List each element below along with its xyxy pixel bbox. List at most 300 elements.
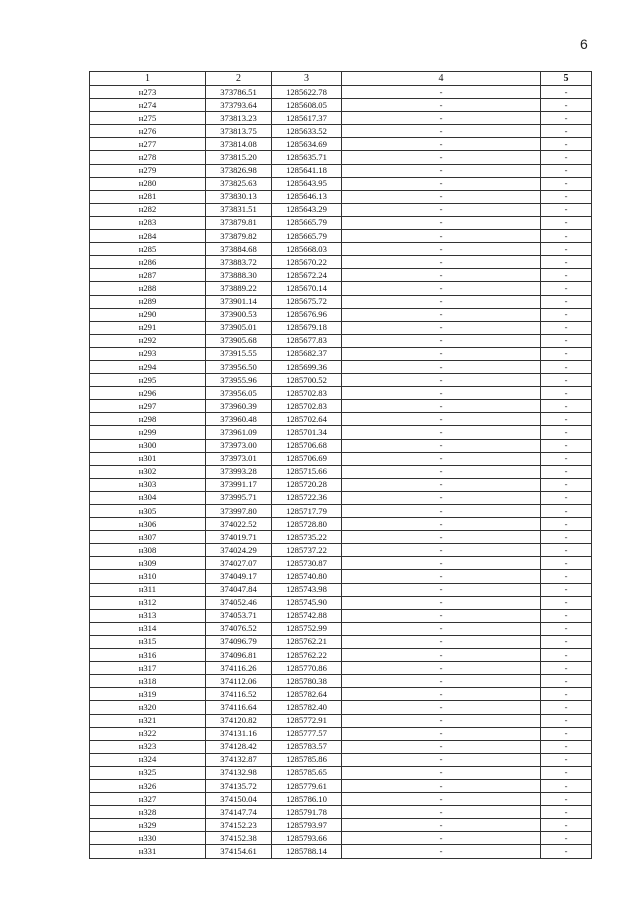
column-4-cell: - [342, 439, 541, 452]
y-coordinate-cell: 1285634.69 [272, 138, 342, 151]
point-id-cell: н312 [90, 596, 206, 609]
table-row [90, 138, 592, 151]
table-row [90, 688, 592, 701]
x-coordinate-cell: 373993.28 [206, 465, 272, 478]
point-id-cell: н295 [90, 374, 206, 387]
header-row [90, 72, 592, 86]
column-5-cell: - [541, 570, 592, 583]
y-coordinate-cell: 1285782.64 [272, 688, 342, 701]
x-coordinate-cell: 373814.08 [206, 138, 272, 151]
table-row [90, 177, 592, 190]
column-4-cell: - [342, 819, 541, 832]
table-row [90, 439, 592, 452]
x-coordinate-cell: 374152.23 [206, 819, 272, 832]
column-5-cell: - [541, 164, 592, 177]
column-4-cell: - [342, 688, 541, 701]
point-id-cell: н314 [90, 622, 206, 635]
y-coordinate-cell: 1285700.52 [272, 374, 342, 387]
y-coordinate-cell: 1285770.86 [272, 662, 342, 675]
column-5-cell: - [541, 518, 592, 531]
x-coordinate-cell: 374150.04 [206, 793, 272, 806]
column-5-cell: - [541, 779, 592, 792]
y-coordinate-cell: 1285702.64 [272, 413, 342, 426]
x-coordinate-cell: 374076.52 [206, 622, 272, 635]
column-4-cell: - [342, 570, 541, 583]
point-id-cell: н301 [90, 452, 206, 465]
page-number: 6 [580, 36, 588, 52]
point-id-cell: н286 [90, 256, 206, 269]
column-5-cell: - [541, 112, 592, 125]
table-row [90, 112, 592, 125]
point-id-cell: н297 [90, 400, 206, 413]
column-4-cell: - [342, 138, 541, 151]
x-coordinate-cell: 374135.72 [206, 779, 272, 792]
y-coordinate-cell: 1285675.72 [272, 295, 342, 308]
column-5-cell: - [541, 413, 592, 426]
column-5-cell: - [541, 282, 592, 295]
table-row [90, 347, 592, 360]
column-5-cell: - [541, 609, 592, 622]
point-id-cell: н330 [90, 832, 206, 845]
column-header-1: 1 [90, 72, 206, 86]
x-coordinate-cell: 373961.09 [206, 426, 272, 439]
x-coordinate-cell: 374049.17 [206, 570, 272, 583]
column-5-cell: - [541, 714, 592, 727]
table-row [90, 505, 592, 518]
point-id-cell: н287 [90, 269, 206, 282]
table-row [90, 256, 592, 269]
y-coordinate-cell: 1285668.03 [272, 243, 342, 256]
point-id-cell: н283 [90, 216, 206, 229]
column-4-cell: - [342, 583, 541, 596]
column-header-2: 2 [206, 72, 272, 86]
point-id-cell: н313 [90, 609, 206, 622]
x-coordinate-cell: 373905.68 [206, 334, 272, 347]
column-5-cell: - [541, 99, 592, 112]
point-id-cell: н317 [90, 662, 206, 675]
x-coordinate-cell: 374147.74 [206, 806, 272, 819]
column-5-cell: - [541, 635, 592, 648]
column-header-5: 5 [541, 72, 592, 86]
table-row [90, 465, 592, 478]
column-4-cell: - [342, 793, 541, 806]
column-5-cell: - [541, 387, 592, 400]
table-row [90, 557, 592, 570]
column-4-cell: - [342, 190, 541, 203]
point-id-cell: н299 [90, 426, 206, 439]
column-5-cell: - [541, 203, 592, 216]
table-row [90, 125, 592, 138]
column-5-cell: - [541, 662, 592, 675]
table-row [90, 190, 592, 203]
table-row [90, 675, 592, 688]
column-4-cell: - [342, 714, 541, 727]
column-4-cell: - [342, 426, 541, 439]
y-coordinate-cell: 1285702.83 [272, 400, 342, 413]
x-coordinate-cell: 373879.82 [206, 230, 272, 243]
point-id-cell: н315 [90, 635, 206, 648]
table-row [90, 321, 592, 334]
table-row [90, 99, 592, 112]
y-coordinate-cell: 1285788.14 [272, 845, 342, 858]
x-coordinate-cell: 373815.20 [206, 151, 272, 164]
y-coordinate-cell: 1285762.22 [272, 649, 342, 662]
column-4-cell: - [342, 465, 541, 478]
column-4-cell: - [342, 609, 541, 622]
point-id-cell: н296 [90, 387, 206, 400]
column-4-cell: - [342, 478, 541, 491]
y-coordinate-cell: 1285783.57 [272, 740, 342, 753]
table-row [90, 164, 592, 177]
column-5-cell: - [541, 86, 592, 99]
point-id-cell: н319 [90, 688, 206, 701]
y-coordinate-cell: 1285793.97 [272, 819, 342, 832]
y-coordinate-cell: 1285617.37 [272, 112, 342, 125]
table-row [90, 216, 592, 229]
column-4-cell: - [342, 374, 541, 387]
y-coordinate-cell: 1285720.28 [272, 478, 342, 491]
y-coordinate-cell: 1285646.13 [272, 190, 342, 203]
column-4-cell: - [342, 308, 541, 321]
column-5-cell: - [541, 347, 592, 360]
y-coordinate-cell: 1285706.68 [272, 439, 342, 452]
x-coordinate-cell: 373793.64 [206, 99, 272, 112]
x-coordinate-cell: 373955.96 [206, 374, 272, 387]
coordinates-table [89, 71, 592, 859]
column-4-cell: - [342, 151, 541, 164]
y-coordinate-cell: 1285779.61 [272, 779, 342, 792]
column-5-cell: - [541, 334, 592, 347]
point-id-cell: н331 [90, 845, 206, 858]
x-coordinate-cell: 374154.61 [206, 845, 272, 858]
table-row [90, 426, 592, 439]
y-coordinate-cell: 1285672.24 [272, 269, 342, 282]
column-5-cell: - [541, 753, 592, 766]
point-id-cell: н320 [90, 701, 206, 714]
column-4-cell: - [342, 360, 541, 373]
point-id-cell: н291 [90, 321, 206, 334]
table-row [90, 413, 592, 426]
column-4-cell: - [342, 400, 541, 413]
column-4-cell: - [342, 596, 541, 609]
x-coordinate-cell: 373830.13 [206, 190, 272, 203]
y-coordinate-cell: 1285717.79 [272, 505, 342, 518]
column-4-cell: - [342, 779, 541, 792]
column-5-cell: - [541, 138, 592, 151]
point-id-cell: н281 [90, 190, 206, 203]
column-5-cell: - [541, 649, 592, 662]
point-id-cell: н325 [90, 766, 206, 779]
x-coordinate-cell: 374116.52 [206, 688, 272, 701]
x-coordinate-cell: 373915.55 [206, 347, 272, 360]
column-4-cell: - [342, 845, 541, 858]
column-5-cell: - [541, 308, 592, 321]
x-coordinate-cell: 374152.38 [206, 832, 272, 845]
column-5-cell: - [541, 230, 592, 243]
table-row [90, 374, 592, 387]
column-5-cell: - [541, 832, 592, 845]
column-4-cell: - [342, 99, 541, 112]
point-id-cell: н300 [90, 439, 206, 452]
x-coordinate-cell: 374053.71 [206, 609, 272, 622]
table-row [90, 334, 592, 347]
y-coordinate-cell: 1285641.18 [272, 164, 342, 177]
y-coordinate-cell: 1285777.57 [272, 727, 342, 740]
column-5-cell: - [541, 465, 592, 478]
x-coordinate-cell: 373905.01 [206, 321, 272, 334]
table-row [90, 478, 592, 491]
table-row [90, 531, 592, 544]
column-4-cell: - [342, 164, 541, 177]
column-4-cell: - [342, 701, 541, 714]
column-5-cell: - [541, 177, 592, 190]
table-row [90, 570, 592, 583]
x-coordinate-cell: 373956.50 [206, 360, 272, 373]
column-5-cell: - [541, 190, 592, 203]
column-5-cell: - [541, 426, 592, 439]
column-4-cell: - [342, 753, 541, 766]
point-id-cell: н324 [90, 753, 206, 766]
y-coordinate-cell: 1285706.69 [272, 452, 342, 465]
table-row [90, 819, 592, 832]
table-row [90, 491, 592, 504]
column-5-cell: - [541, 793, 592, 806]
column-4-cell: - [342, 334, 541, 347]
point-id-cell: н309 [90, 557, 206, 570]
point-id-cell: н305 [90, 505, 206, 518]
x-coordinate-cell: 373960.39 [206, 400, 272, 413]
table-row [90, 360, 592, 373]
table-row [90, 596, 592, 609]
y-coordinate-cell: 1285633.52 [272, 125, 342, 138]
column-4-cell: - [342, 321, 541, 334]
y-coordinate-cell: 1285682.37 [272, 347, 342, 360]
y-coordinate-cell: 1285608.05 [272, 99, 342, 112]
column-4-cell: - [342, 269, 541, 282]
x-coordinate-cell: 374112.06 [206, 675, 272, 688]
table-row [90, 243, 592, 256]
table-row [90, 295, 592, 308]
column-4-cell: - [342, 86, 541, 99]
table-header [90, 72, 592, 86]
y-coordinate-cell: 1285702.83 [272, 387, 342, 400]
column-4-cell: - [342, 125, 541, 138]
column-4-cell: - [342, 832, 541, 845]
table-row [90, 727, 592, 740]
column-5-cell: - [541, 491, 592, 504]
y-coordinate-cell: 1285785.65 [272, 766, 342, 779]
y-coordinate-cell: 1285740.80 [272, 570, 342, 583]
column-4-cell: - [342, 112, 541, 125]
column-4-cell: - [342, 452, 541, 465]
point-id-cell: н293 [90, 347, 206, 360]
column-4-cell: - [342, 635, 541, 648]
table-row [90, 544, 592, 557]
point-id-cell: н316 [90, 649, 206, 662]
column-5-cell: - [541, 439, 592, 452]
point-id-cell: н318 [90, 675, 206, 688]
y-coordinate-cell: 1285786.10 [272, 793, 342, 806]
table-row [90, 387, 592, 400]
x-coordinate-cell: 373995.71 [206, 491, 272, 504]
point-id-cell: н323 [90, 740, 206, 753]
y-coordinate-cell: 1285699.36 [272, 360, 342, 373]
y-coordinate-cell: 1285782.40 [272, 701, 342, 714]
column-5-cell: - [541, 819, 592, 832]
column-4-cell: - [342, 203, 541, 216]
x-coordinate-cell: 374022.52 [206, 518, 272, 531]
column-5-cell: - [541, 452, 592, 465]
column-4-cell: - [342, 491, 541, 504]
point-id-cell: н329 [90, 819, 206, 832]
column-4-cell: - [342, 649, 541, 662]
column-5-cell: - [541, 400, 592, 413]
x-coordinate-cell: 373997.80 [206, 505, 272, 518]
column-4-cell: - [342, 675, 541, 688]
table-row [90, 635, 592, 648]
column-5-cell: - [541, 151, 592, 164]
point-id-cell: н288 [90, 282, 206, 295]
column-4-cell: - [342, 230, 541, 243]
point-id-cell: н276 [90, 125, 206, 138]
point-id-cell: н292 [90, 334, 206, 347]
y-coordinate-cell: 1285677.83 [272, 334, 342, 347]
x-coordinate-cell: 374096.79 [206, 635, 272, 648]
column-4-cell: - [342, 544, 541, 557]
x-coordinate-cell: 373786.51 [206, 86, 272, 99]
column-4-cell: - [342, 557, 541, 570]
point-id-cell: н273 [90, 86, 206, 99]
column-5-cell: - [541, 544, 592, 557]
y-coordinate-cell: 1285735.22 [272, 531, 342, 544]
x-coordinate-cell: 374096.81 [206, 649, 272, 662]
x-coordinate-cell: 373960.48 [206, 413, 272, 426]
table-row [90, 203, 592, 216]
y-coordinate-cell: 1285665.79 [272, 216, 342, 229]
point-id-cell: н321 [90, 714, 206, 727]
x-coordinate-cell: 374132.98 [206, 766, 272, 779]
column-5-cell: - [541, 216, 592, 229]
x-coordinate-cell: 373900.53 [206, 308, 272, 321]
table-row [90, 753, 592, 766]
column-5-cell: - [541, 740, 592, 753]
column-4-cell: - [342, 727, 541, 740]
table-row [90, 649, 592, 662]
x-coordinate-cell: 373888.30 [206, 269, 272, 282]
y-coordinate-cell: 1285715.66 [272, 465, 342, 478]
y-coordinate-cell: 1285730.87 [272, 557, 342, 570]
point-id-cell: н280 [90, 177, 206, 190]
y-coordinate-cell: 1285745.90 [272, 596, 342, 609]
y-coordinate-cell: 1285752.99 [272, 622, 342, 635]
y-coordinate-cell: 1285772.91 [272, 714, 342, 727]
column-5-cell: - [541, 374, 592, 387]
y-coordinate-cell: 1285622.78 [272, 86, 342, 99]
y-coordinate-cell: 1285785.86 [272, 753, 342, 766]
point-id-cell: н327 [90, 793, 206, 806]
table-row [90, 518, 592, 531]
point-id-cell: н285 [90, 243, 206, 256]
table-row [90, 230, 592, 243]
table-row [90, 269, 592, 282]
x-coordinate-cell: 374128.42 [206, 740, 272, 753]
table-row [90, 151, 592, 164]
point-id-cell: н278 [90, 151, 206, 164]
point-id-cell: н277 [90, 138, 206, 151]
x-coordinate-cell: 374120.82 [206, 714, 272, 727]
y-coordinate-cell: 1285635.71 [272, 151, 342, 164]
table-row [90, 701, 592, 714]
y-coordinate-cell: 1285701.34 [272, 426, 342, 439]
y-coordinate-cell: 1285743.98 [272, 583, 342, 596]
column-5-cell: - [541, 701, 592, 714]
column-4-cell: - [342, 505, 541, 518]
point-id-cell: н306 [90, 518, 206, 531]
x-coordinate-cell: 374024.29 [206, 544, 272, 557]
point-id-cell: н326 [90, 779, 206, 792]
table-row [90, 740, 592, 753]
x-coordinate-cell: 373991.17 [206, 478, 272, 491]
column-4-cell: - [342, 216, 541, 229]
column-5-cell: - [541, 727, 592, 740]
column-5-cell: - [541, 806, 592, 819]
column-5-cell: - [541, 531, 592, 544]
column-5-cell: - [541, 596, 592, 609]
x-coordinate-cell: 373956.05 [206, 387, 272, 400]
y-coordinate-cell: 1285742.88 [272, 609, 342, 622]
table-row [90, 583, 592, 596]
table-row [90, 779, 592, 792]
point-id-cell: н311 [90, 583, 206, 596]
column-4-cell: - [342, 243, 541, 256]
x-coordinate-cell: 373879.81 [206, 216, 272, 229]
table-body [90, 86, 592, 859]
column-5-cell: - [541, 256, 592, 269]
column-4-cell: - [342, 518, 541, 531]
point-id-cell: н294 [90, 360, 206, 373]
column-5-cell: - [541, 557, 592, 570]
column-header-3: 3 [272, 72, 342, 86]
column-5-cell: - [541, 622, 592, 635]
column-4-cell: - [342, 256, 541, 269]
column-5-cell: - [541, 269, 592, 282]
table-row [90, 832, 592, 845]
x-coordinate-cell: 373813.23 [206, 112, 272, 125]
x-coordinate-cell: 373813.75 [206, 125, 272, 138]
y-coordinate-cell: 1285643.95 [272, 177, 342, 190]
table-row [90, 308, 592, 321]
point-id-cell: н310 [90, 570, 206, 583]
point-id-cell: н303 [90, 478, 206, 491]
point-id-cell: н307 [90, 531, 206, 544]
x-coordinate-cell: 374052.46 [206, 596, 272, 609]
table-row [90, 766, 592, 779]
table-row [90, 609, 592, 622]
column-5-cell: - [541, 845, 592, 858]
y-coordinate-cell: 1285791.78 [272, 806, 342, 819]
x-coordinate-cell: 374027.07 [206, 557, 272, 570]
y-coordinate-cell: 1285728.80 [272, 518, 342, 531]
column-4-cell: - [342, 622, 541, 635]
point-id-cell: н279 [90, 164, 206, 177]
point-id-cell: н289 [90, 295, 206, 308]
table-row [90, 793, 592, 806]
column-4-cell: - [342, 766, 541, 779]
column-5-cell: - [541, 295, 592, 308]
point-id-cell: н282 [90, 203, 206, 216]
column-4-cell: - [342, 413, 541, 426]
table-row [90, 622, 592, 635]
